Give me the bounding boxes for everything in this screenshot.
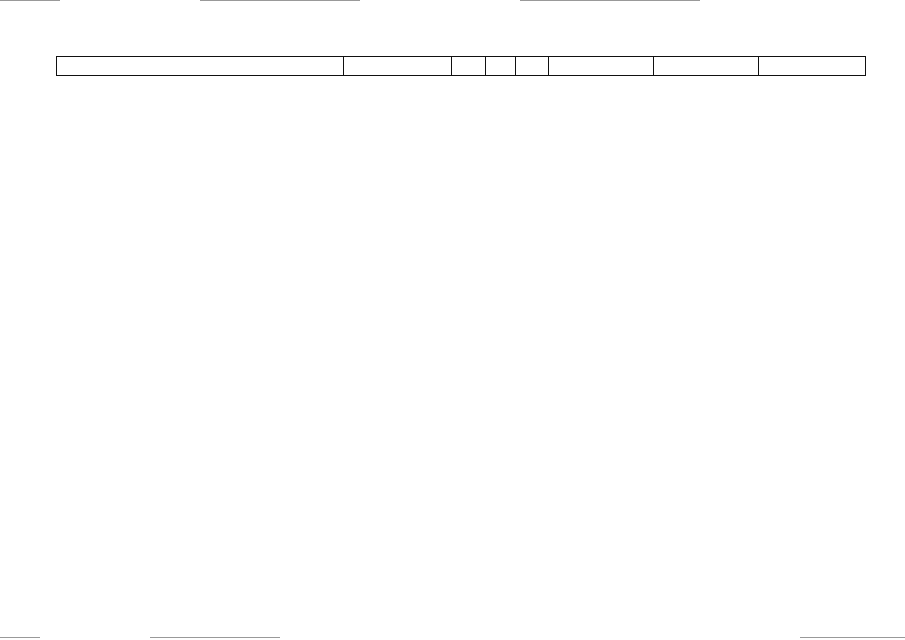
header-2018 [654,57,759,75]
scan-edge-line [0,0,60,1]
table-header [56,56,866,76]
header-name [57,57,344,75]
header-vr [516,57,549,75]
header-2017 [549,57,654,75]
scan-edge-line [0,637,40,638]
header-rz [452,57,486,75]
header-pr [486,57,516,75]
header-2019 [759,57,865,75]
scan-edge-line [150,637,280,638]
header-csr [344,57,452,75]
scan-edge-line [800,637,905,638]
scan-edge-line [520,0,700,1]
scan-edge-line [200,0,360,1]
